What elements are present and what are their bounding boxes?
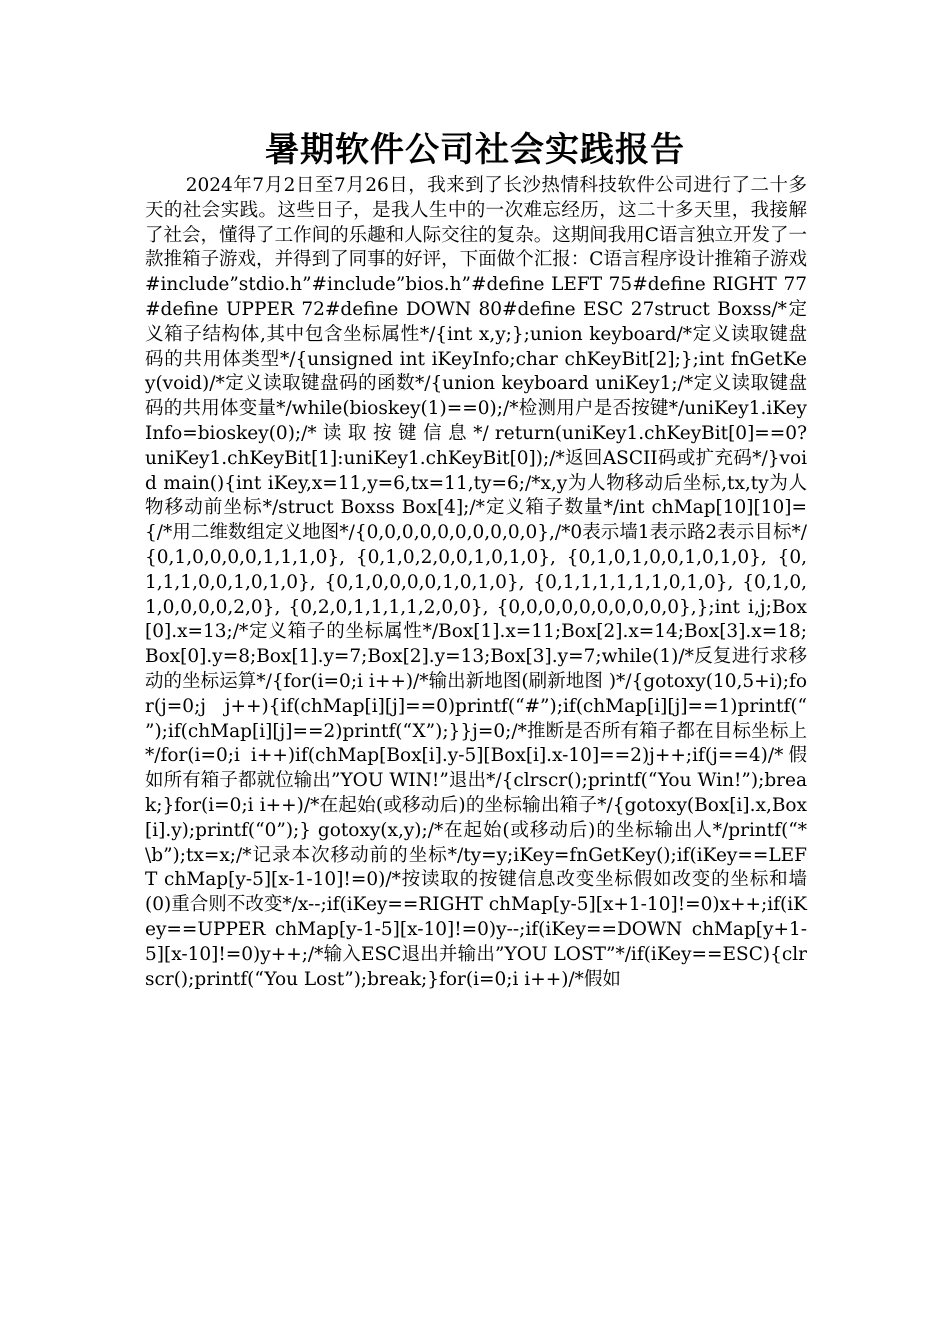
document-body-text: 2024年7月2日至7月26日，我来到了长沙热情科技软件公司进行了二十多天的社会实践。这些日子，是我人生中的一次难忘经历，这二十多天里，我接解了社会，懂得了工作间的乐趣和人际交往的复杂。这期间我用C语言独立开发了一款推箱子游戏，并得到了同事的好评，下面做个汇报：C语言程序设计推箱子游戏#include”stdio.h”#include”bios.h”#define LEFT 75#define RIGHT 77#define UPPER 72#define DOWN 80#define ESC 27struct Boxss/*定义箱子结构体,其中包含坐标属性*/{int x,y;};union keyboard/*定义读取键盘码的共用体类型*/{unsigned int iKeyInfo;char chKeyBit[2];};int fnGetKey(void)/*定义读取键盘码的函数*/{union keyboard uniKey1;/*定义读取键盘码的共用体变量*/while(bioskey(1)==0);/*检测用户是否按键*/uniKey1.iKeyInfo=bioskey(0);/* 读 取 按 键 信 息 */ return(uniKey1.chKeyBit[0]==0?uniKey1.chKeyBit[1]:uniKey1.chKeyBit[0]);/*返回ASCII码或扩充码*/}void main(){int iKey,x=11,y=6,tx=11,ty=6;/*x,y为人物移动后坐标,tx,ty为人物移动前坐标*/struct Boxss Box[4];/*定义箱子数量*/int chMap[10][10]={/*用二维数组定义地图*/{0,0,0,0,0,0,0,0,0,0},/*0表示墙1表示路2表示目标*/{0,1,0,0,0,0,1,1,1,0}, {0,1,0,2,0,0,1,0,1,0}, {0,1,0,1,0,0,1,0,1,0}, {0,1,1,1,0,0,1,0,1,0}, {0,1,0,0,0,0,1,0,1,0}, {0,1,1,1,1,1,1,0,1,0}, {0,1,0,1,0,0,0,0,2,0}, {0,2,0,1,1,1,1,2,0,0}, {0,0,0,0,0,0,0,0,0,0},};int i,j;Box[0].x=13;/*定义箱子的坐标属性*/Box[1].x=11;Box[2].x=14;Box[3].x=18;Box[0].y=8;Box[1].y=7;Box[2].y=13;Box[3].y=7;while(1)/*反复进行求移动的坐标运算*/{for(i=0;i i++)/*输出新地图(刷新地图 )*/{gotoxy(10,5+i);for(j=0;j j++){if(chMap[i][j]==0)printf(“#”);if(chMap[i][j]==1)printf(“ ”);if(chMap[i][j]==2)printf(“X”);}}j=0;/*推断是否所有箱子都在目标坐标上*/for(i=0;i i++)if(chMap[Box[i].y-5][Box[i].x-10]==2)j++;if(j==4)/*假如所有箱子都就位输出”YOU WIN!”退出*/{clrscr();printf(“You Win!”);break;}for(i=0;i i++)/*在起始(或移动后)的坐标输出箱子*/{gotoxy(Box[i].x,Box[i].y);printf(“0”);} gotoxy(x,y);/*在起始(或移动后)的坐标输出人*/printf(“*\b”);tx=x;/*记录本次移动前的坐标*/ty=y;iKey=fnGetKey();if(iKey==LEFT chMap[y-5][x-1-10]!=0)/*按读取的按键信息改变坐标假如改变的坐标和墙(0)重合则不改变*/x--;if(iKey==RIGHT chMap[y-5][x+1-10]!=0)x++;if(iKey==UPPER chMap[y-1-5][x-10]!=0)y--;if(iKey==DOWN chMap[y+1-5][x-10]!=0)y++;/*输入ESC退出并输出”YOU LOST”*/if(iKey==ESC){clrscr();printf(“You Lost”);break;}for(i=0;i i++)/*假如: [145, 175, 807, 990]
document-title: 暑期软件公司社会实践报告: [265, 130, 685, 170]
